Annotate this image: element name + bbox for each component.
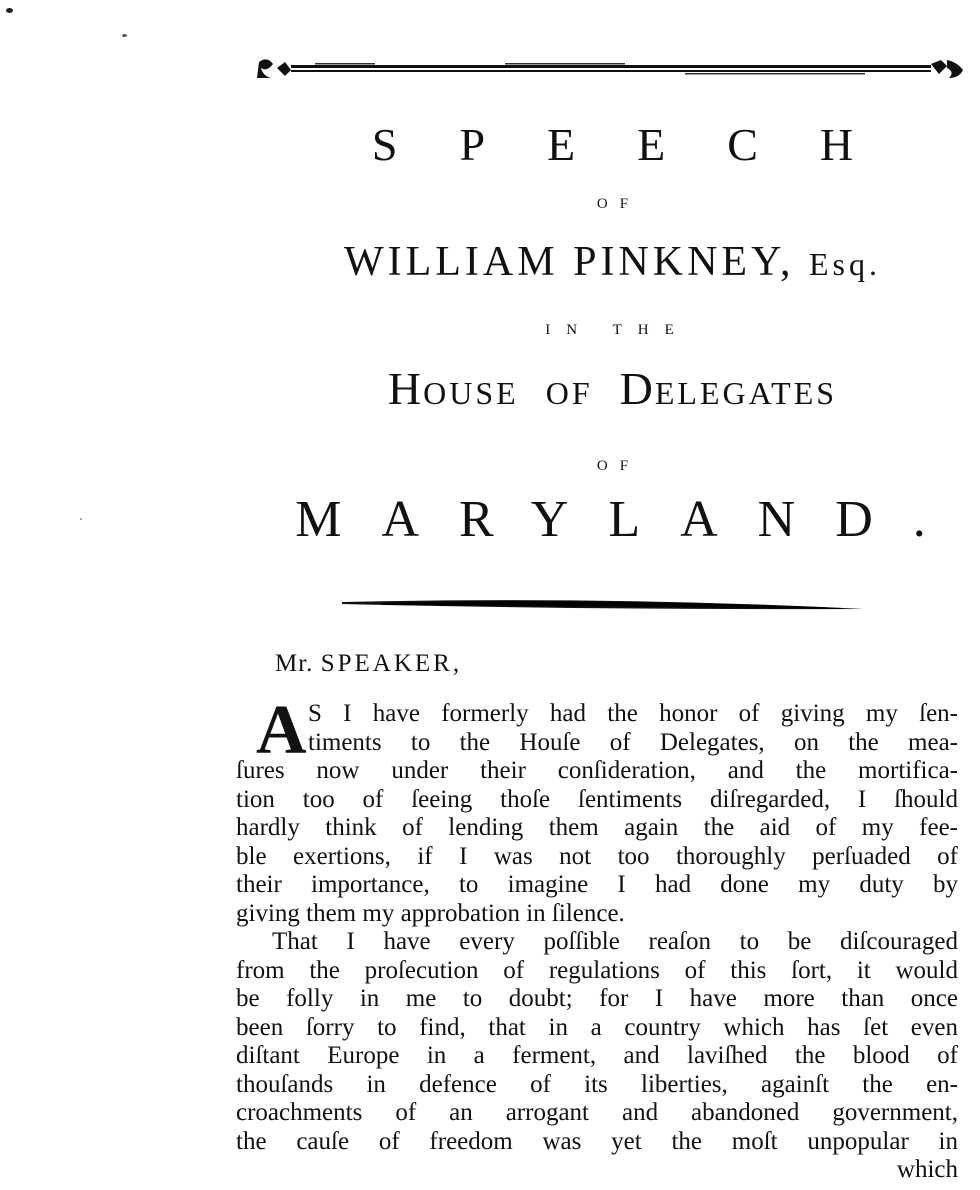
text-line: their importance, to imagine I had done my duty by	[236, 871, 958, 898]
text-line: giving them my approbation in ſilence.	[236, 899, 625, 927]
text-line: croachments of an arrogant and abandoned government,	[236, 1099, 958, 1126]
house-of: OF	[545, 375, 593, 411]
text-line: the cauſe of freedom was yet the moſt unpopular in	[236, 1127, 958, 1155]
text-line: be folly in me to doubt; for I have more than once	[236, 985, 958, 1012]
text-line: hardly think of lending them again the aid of my fee-	[236, 814, 958, 841]
salutation	[275, 650, 462, 678]
scan-speck	[6, 8, 13, 13]
delegates-rest: ELEGATES	[654, 375, 838, 411]
title-house-of-delegates	[255, 362, 970, 415]
author-name: WILLIAM PINKNEY,	[343, 239, 795, 285]
house-initial: H	[387, 363, 424, 414]
text-line: timents to the Houſe of Delegates, on the mea-	[308, 728, 958, 756]
author-suffix: Esq.	[809, 246, 881, 282]
title-in-the: IN THE	[545, 322, 690, 338]
scan-speck	[122, 34, 127, 37]
title-of: OF	[596, 196, 641, 212]
tapered-divider-rule	[342, 596, 864, 616]
speech-body	[236, 692, 958, 1185]
title-maryland: MARYLAND.	[295, 491, 966, 548]
text-line: That I have every poſſible reaſon to be diſcouraged	[272, 928, 958, 955]
house-rest: OUSE	[423, 375, 519, 411]
text-line: tion too of ſeeing thoſe ſentiments diſregarded, I ſhould	[236, 785, 958, 813]
ornamental-header-rule	[255, 54, 970, 84]
text-line: ble exertions, if I was not too thoroughly perſuaded of	[236, 842, 958, 870]
salutation-prefix: Mr.	[275, 650, 314, 677]
text-line: thouſands in defence of its liberties, againſt the en-	[236, 1070, 958, 1098]
text-line: S I have formerly had the honor of giving my ſen-	[308, 700, 958, 727]
salutation-name: SPEAKER,	[320, 650, 463, 677]
text-line: diſtant Europe in a ferment, and laviſhed the blood of	[236, 1042, 958, 1069]
catchword: which	[896, 1156, 958, 1183]
title-speech: SPEECH	[371, 119, 916, 170]
delegates-initial: D	[619, 363, 655, 414]
title-of-second: OF	[596, 458, 641, 474]
text-line: ſures now under their conſideration, and the mortifica-	[236, 757, 958, 784]
text-line: from the proſecution of regulations of this ſort, it would	[236, 956, 958, 984]
scan-speck	[80, 518, 82, 520]
title-author-name	[255, 238, 970, 286]
drop-cap: A	[256, 692, 307, 769]
text-line: been ſorry to find, that in a country which has ſet even	[236, 1013, 958, 1041]
